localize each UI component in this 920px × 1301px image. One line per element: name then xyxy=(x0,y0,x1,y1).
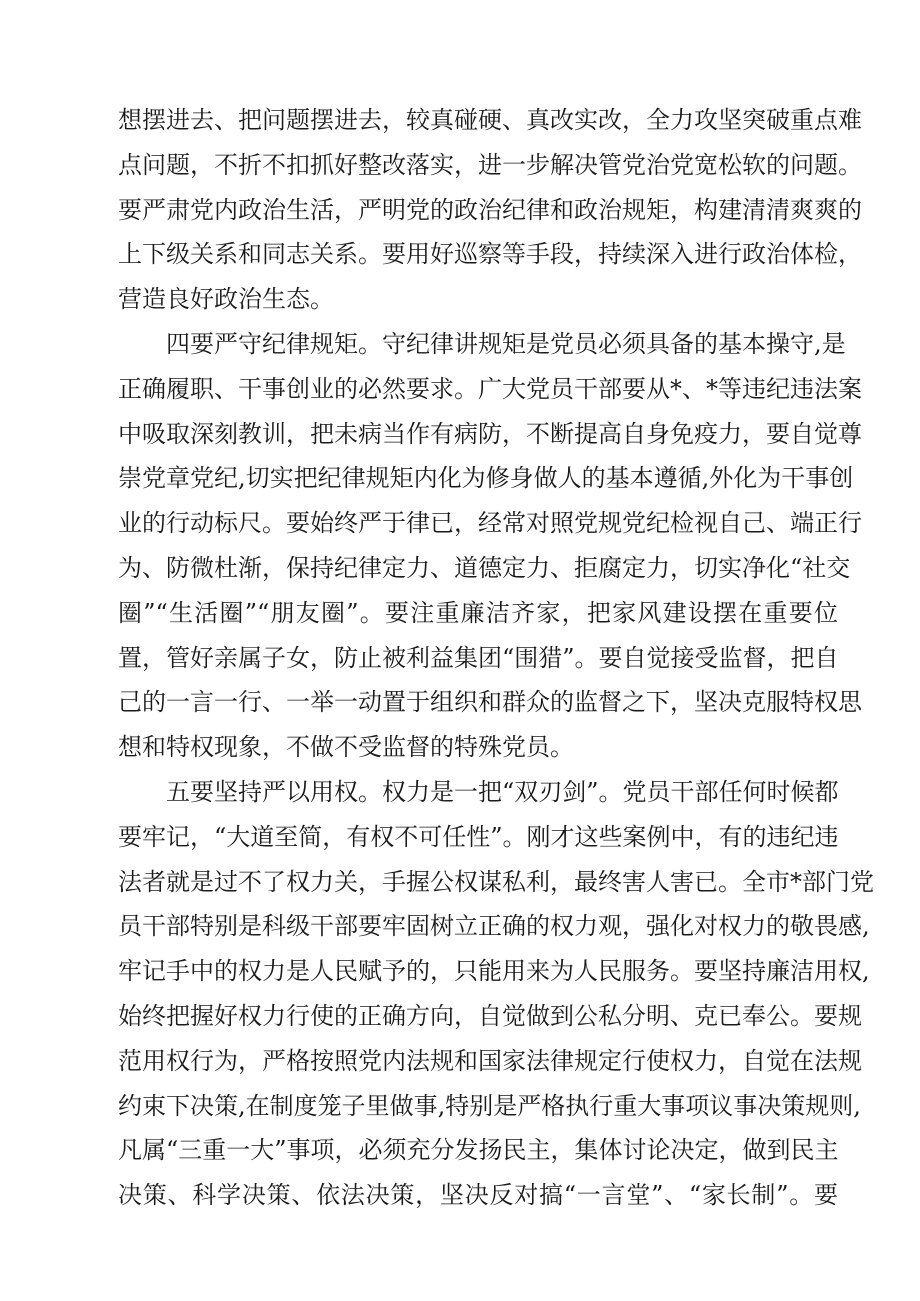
text-line: 置，管好亲属子女，防止被利益集团“围猎”。要自觉接受监督，把自 xyxy=(118,643,839,672)
text-line: 五要坚持严以用权。权力是一把“双刃剑”。党员干部任何时候都 xyxy=(166,777,839,806)
text-line: 正确履职、干事创业的必然要求。广大党员干部要从*、*等违纪违法案 xyxy=(118,374,862,403)
text-line: 员干部特别是科级干部要牢固树立正确的权力观，强化对权力的敬畏感, xyxy=(118,912,870,941)
paragraph-power xyxy=(118,770,874,1218)
text-line: 点问题，不折不扣抓好整改落实，进一步解决管党治党宽松软的问题。 xyxy=(118,150,862,179)
text-line: 想摆进去、把问题摆进去，较真碰硬、真改实改，全力攻坚突破重点难 xyxy=(118,106,862,134)
document-body xyxy=(118,98,874,1218)
text-line: 约束下决策,在制度笼子里做事,特别是严格执行重大事项议事决策规则, xyxy=(118,1091,861,1120)
text-line: 决策、科学决策、依法决策，坚决反对搞“一言堂”、“家长制”。要 xyxy=(118,1181,838,1210)
paragraph-discipline xyxy=(118,322,862,770)
text-line: 上下级关系和同志关系。要用好巡察等手段，持续深入进行政治体检， xyxy=(118,240,862,269)
text-line: 法者就是过不了权力关，手握公权谋私利，最终害人害已。全市*部门党 xyxy=(118,867,874,896)
text-line: 牢记手中的权力是人民赋予的，只能用来为人民服务。要坚持廉洁用权, xyxy=(118,957,870,986)
text-line: 要牢记，“大道至简，有权不可任性”。刚才这些案例中，有的违纪违 xyxy=(118,822,839,851)
text-line: 营造良好政治生态。 xyxy=(118,285,334,314)
text-line: 圈”“生活圈”“朋友圈”。要注重廉洁齐家，把家风建设摆在重要位 xyxy=(118,598,838,627)
text-line: 范用权行为，严格按照党内法规和国家法律规定行使权力，自觉在法规 xyxy=(118,1046,862,1075)
text-line: 中吸取深刻教训，把未病当作有病防，不断提高自身免疫力，要自觉尊 xyxy=(118,419,862,448)
text-line: 业的行动标尺。要始终严于律已，经常对照党规党纪检视自己、端正行 xyxy=(118,509,862,538)
text-line: 崇党章党纪,切实把纪律规矩内化为修身做人的基本遵循,外化为干事创 xyxy=(118,464,854,493)
text-line: 凡属“三重一大”事项，必须充分发扬民主，集体讨论决定，做到民主 xyxy=(118,1136,839,1165)
text-line: 己的一言一行、一举一动置于组织和群众的监督之下，坚决克服特权思 xyxy=(118,688,862,717)
text-line: 要严肃党内政治生活，严明党的政治纪律和政治规矩，构建清清爽爽的 xyxy=(118,195,862,224)
text-line: 始终把握好权力行使的正确方向，自觉做到公私分明、克已奉公。要规 xyxy=(118,1001,862,1030)
text-line: 四要严守纪律规矩。守纪律讲规矩是党员必须具备的基本操守,是 xyxy=(166,329,846,358)
text-line: 为、防微杜渐，保持纪律定力、道德定力、拒腐定力，切实净化“社交 xyxy=(118,553,851,582)
paragraph-continued xyxy=(118,98,862,322)
text-line: 想和特权现象，不做不受监督的特殊党员。 xyxy=(118,733,574,762)
